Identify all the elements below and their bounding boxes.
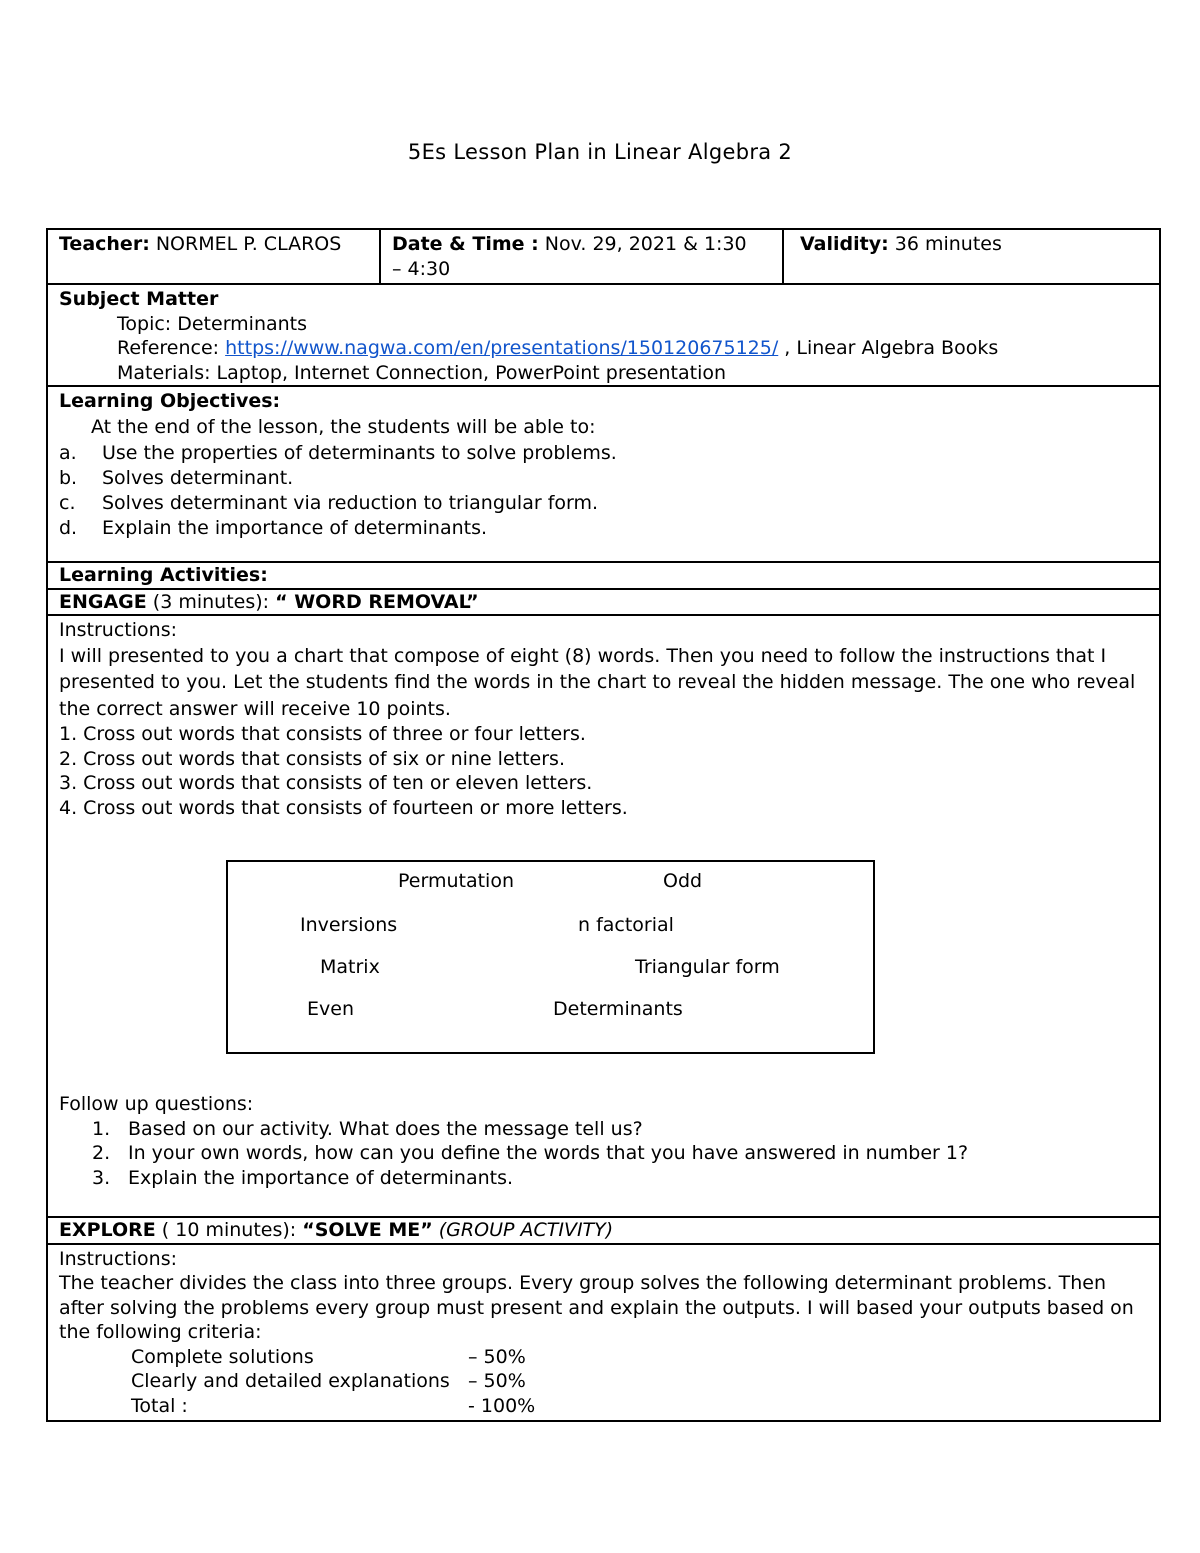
document-title: 5Es Lesson Plan in Linear Algebra 2 — [407, 140, 793, 164]
engage-activity-name: “ WORD REMOVAL” — [275, 590, 479, 613]
subject-cell — [47, 284, 1160, 386]
date-cell — [380, 229, 783, 284]
engage-heading — [47, 589, 1160, 616]
validity-cell — [783, 229, 1160, 284]
engage-step: 4. Cross out words that consists of fourteen or more letters. — [59, 796, 628, 819]
followup-item: 2. In your own words, how can you define the words that you have answered in number 1? — [92, 1142, 969, 1164]
date-label: Date & Time : — [392, 233, 539, 255]
engage-body-row — [47, 615, 1160, 1217]
word-chart — [226, 860, 875, 1054]
followup-item: 1. Based on our activity. What does the message tell us? — [92, 1117, 643, 1140]
reference-label: Reference: — [117, 337, 226, 359]
reference-rest: , Linear Algebra Books — [778, 337, 999, 359]
engage-step: 2. Cross out words that consists of six or nine letters. — [59, 747, 565, 770]
followup-label: Follow up questions: — [59, 1093, 254, 1115]
engage-instructions-label: Instructions: — [59, 619, 177, 641]
engage-body — [47, 615, 1160, 1217]
header-row — [47, 229, 1160, 284]
objectives-heading: Learning Objectives: — [59, 390, 281, 412]
explore-paragraph: The teacher divides the class into three groups. Every group solves the following determinant problems. Then after solving the problems every group must present and explain the outputs. I will based your outputs based on the following criteria: — [59, 1272, 1134, 1343]
lesson-plan-table — [46, 228, 1161, 1422]
word-determinants: Determinants — [553, 998, 683, 1020]
teacher-label: Teacher: — [59, 233, 150, 255]
objective-item: d. Explain the importance of determinants. — [59, 516, 488, 539]
criteria-row: Complete solutions – 50% — [131, 1345, 526, 1368]
teacher-cell — [47, 229, 380, 284]
engage-time: (3 minutes): — [146, 590, 276, 613]
validity-label: Validity: — [800, 233, 889, 255]
word-even: Even — [307, 998, 354, 1020]
followup-item: 3. Explain the importance of determinants. — [92, 1166, 514, 1189]
subject-row — [47, 284, 1160, 386]
explore-heading — [47, 1217, 1160, 1244]
criteria-row: Total : - 100% — [131, 1394, 536, 1417]
word-odd: Odd — [663, 870, 703, 892]
activities-heading-row — [47, 562, 1160, 589]
reference-link[interactable]: https://www.nagwa.com/en/presentations/150120675125/ — [225, 337, 779, 359]
explore-time: ( 10 minutes): — [155, 1219, 303, 1241]
subject-heading: Subject Matter — [59, 288, 219, 310]
objective-item: c. Solves determinant via reduction to triangular form. — [59, 491, 599, 514]
objectives-row — [47, 386, 1160, 562]
explore-body-row — [47, 1244, 1160, 1422]
subject-materials: Materials: Laptop, Internet Connection, PowerPoint presentation — [117, 361, 727, 384]
objective-item: a. Use the properties of determinants to solve problems. — [59, 441, 617, 464]
objective-item: b. Solves determinant. — [59, 466, 294, 489]
explore-label: EXPLORE — [59, 1219, 156, 1241]
objectives-cell — [47, 386, 1160, 562]
explore-activity-name: “SOLVE ME” — [302, 1219, 433, 1241]
explore-heading-row — [47, 1217, 1160, 1244]
subject-topic: Topic: Determinants — [117, 312, 308, 335]
objectives-list — [59, 441, 1148, 541]
criteria-row: Clearly and detailed explanations – 50% — [131, 1370, 526, 1392]
explore-body — [47, 1244, 1160, 1422]
subject-reference — [59, 336, 1148, 361]
validity-value: 36 minutes — [888, 233, 1002, 255]
engage-paragraph: I will presented to you a chart that compose of eight (8) words. Then you need to follow the instructions that I presented to you. Let the students find the words in the chart to reveal the hidden message. The one who reveal the correct answer will receive 10 points. — [59, 644, 1136, 720]
date-value: Nov. 29, 2021 & 1:30 – 4:30 — [392, 233, 747, 280]
engage-label: ENGAGE — [59, 590, 147, 613]
teacher-value: NORMEL P. CLAROS — [149, 233, 342, 255]
word-triangular-form: Triangular form — [635, 956, 780, 978]
engage-step: 1. Cross out words that consists of three or four letters. — [59, 723, 586, 745]
word-permutation: Permutation — [398, 870, 514, 892]
word-matrix: Matrix — [320, 956, 380, 978]
explore-instructions-label: Instructions: — [59, 1247, 177, 1270]
engage-step: 3. Cross out words that consists of ten or eleven letters. — [59, 772, 593, 794]
explore-note: (GROUP ACTIVITY) — [432, 1219, 614, 1241]
word-n-factorial: n factorial — [578, 914, 674, 936]
activities-heading: Learning Activities: — [47, 562, 1160, 589]
engage-heading-row — [47, 589, 1160, 616]
word-inversions: Inversions — [300, 914, 398, 936]
objectives-intro: At the end of the lesson, the students will be able to: — [91, 415, 596, 438]
